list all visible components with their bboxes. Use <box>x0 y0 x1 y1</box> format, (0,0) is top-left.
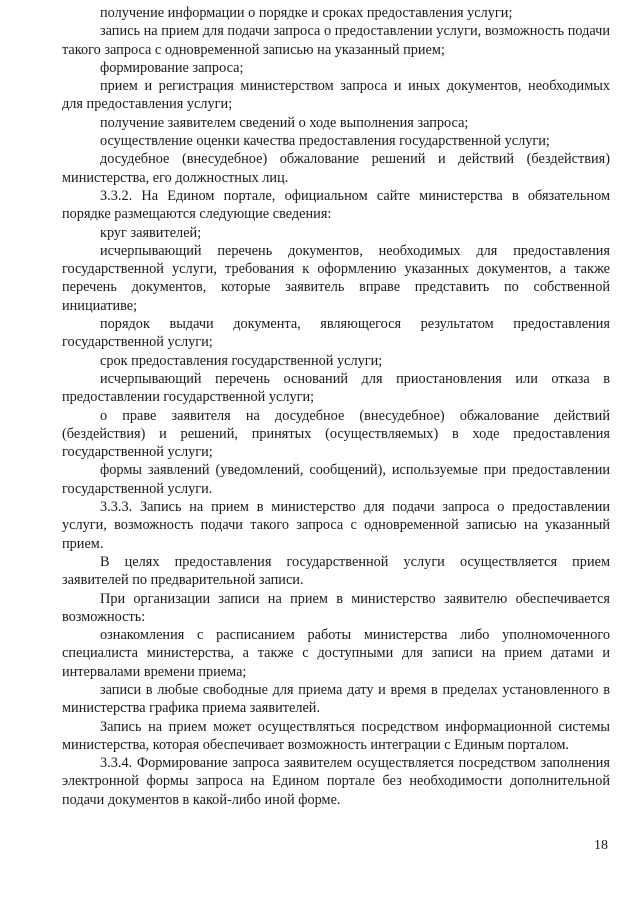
paragraph: запись на прием для подачи запроса о предоставлении услуги, возможность подачи такого запроса с одновременной записью на указанный прием; <box>62 23 610 58</box>
paragraph: 3.3.4. Формирование запроса заявителем осуществляется посредством заполнения электронной формы запроса на Едином портале без необходимости дополнительной подачи документов в какой-либо иной форме. <box>62 755 610 808</box>
paragraph: 3.3.3. Запись на прием в министерство для подачи запроса о предоставлении услуги, возможность подачи такого запроса с одновременной записью на указанный прием. <box>62 499 610 552</box>
paragraph: формы заявлений (уведомлений, сообщений), используемые при предоставлении государственной услуги. <box>62 462 610 497</box>
paragraph: исчерпывающий перечень оснований для приостановления или отказа в предоставлении государственной услуги; <box>62 370 610 406</box>
paragraph: В целях предоставления государственной услуги осуществляется прием заявителей по предварительной записи. <box>62 553 610 589</box>
paragraph: 3.3.2. На Едином портале, официальном сайте министерства в обязательном порядке размещаются следующие сведения: <box>62 187 610 223</box>
paragraph: получение информации о порядке и сроках предоставления услуги; <box>100 5 513 21</box>
paragraph: При организации записи на прием в министерство заявителю обеспечивается возможность: <box>62 590 610 625</box>
paragraph: о праве заявителя на досудебное (внесудебное) обжалование действий (бездействия) и решений, принятых (осуществляемых) в ходе предоставления государственной услуги; <box>62 407 610 461</box>
paragraph: порядок выдачи документа, являющегося результатом предоставления государственной услуги; <box>62 316 610 351</box>
paragraph: получение заявителем сведений о ходе выполнения запроса; <box>100 114 469 131</box>
paragraph: Запись на прием может осуществляться посредством информационной системы министерства, которая обеспечивает возможность интеграции с Единым порталом. <box>62 718 610 753</box>
paragraph: круг заявителей; <box>100 224 202 241</box>
paragraph: формирование запроса; <box>100 59 244 76</box>
paragraph: досудебное (внесудебное) обжалование решений и действий (бездействия) министерства, его должностных лиц. <box>62 151 610 186</box>
paragraph: срок предоставления государственной услуги; <box>100 352 383 369</box>
page-number: 18 <box>594 838 608 853</box>
document-body <box>62 4 610 809</box>
paragraph: осуществление оценки качества предоставления государственной услуги; <box>100 133 550 150</box>
paragraph: ознакомления с расписанием работы министерства либо уполномоченного специалиста министерства, а также с доступными для записи на прием датами и интервалами времени приема; <box>62 627 610 680</box>
paragraph: прием и регистрация министерством запроса и иных документов, необходимых для предоставления услуги; <box>62 78 610 113</box>
paragraph: исчерпывающий перечень документов, необходимых для предоставления государственной услуги, требования к оформлению указанных документов, а также перечень документов, которые заявитель вправе представить по собственной инициативе; <box>62 242 610 314</box>
paragraph: записи в любые свободные для приема дату и время в пределах установленного в министерства графика приема заявителей. <box>62 681 610 717</box>
